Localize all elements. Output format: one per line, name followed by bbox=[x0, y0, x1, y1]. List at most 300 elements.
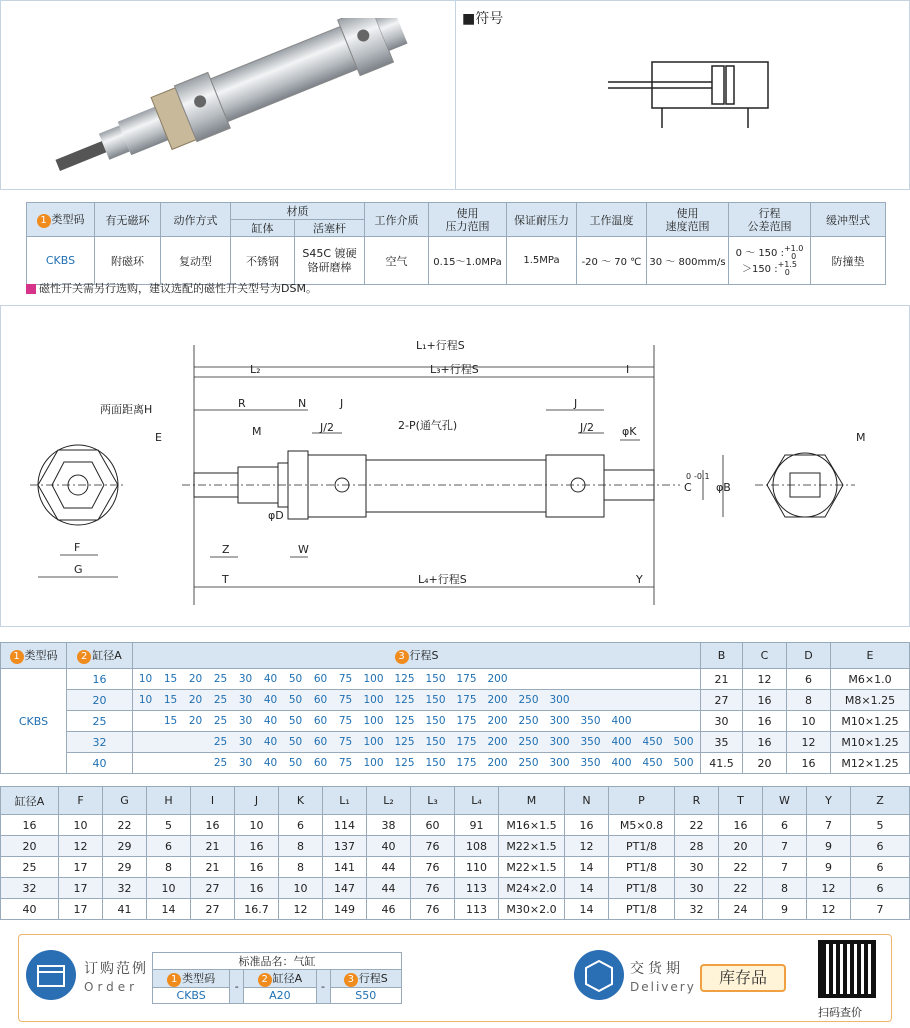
order-h2: 2 缸径A bbox=[244, 970, 316, 988]
t1-stroke-value: 400 bbox=[611, 736, 632, 748]
t2-cell: 6 bbox=[763, 815, 807, 836]
t1-stroke-value: 200 bbox=[487, 757, 508, 769]
spec-h-cushion: 缓冲型式 bbox=[811, 203, 886, 237]
t2-cell: 20 bbox=[1, 836, 59, 857]
t1-stroke-value: 350 bbox=[580, 736, 601, 748]
spec-v-cushion: 防撞垫 bbox=[811, 237, 886, 285]
bore-stroke-table bbox=[0, 642, 910, 774]
t2-cell: 16 bbox=[719, 815, 763, 836]
t2-header: M bbox=[499, 787, 565, 815]
t2-cell: 25 bbox=[1, 857, 59, 878]
order-title: 订购范例 bbox=[84, 961, 148, 977]
t1-stroke-value: 75 bbox=[338, 694, 353, 706]
t1-stroke-value: 125 bbox=[394, 673, 415, 685]
t2-cell: 108 bbox=[455, 836, 499, 857]
spec-v-action: 复动型 bbox=[161, 237, 231, 285]
t1-stroke-value: 60 bbox=[313, 673, 328, 685]
dim-L1S: L₁+行程S bbox=[416, 339, 465, 352]
t1-d: 12 bbox=[787, 732, 831, 753]
t2-cell: 21 bbox=[191, 857, 235, 878]
t1-b: 21 bbox=[701, 669, 743, 690]
t2-cell: 24 bbox=[719, 899, 763, 920]
spec-h-type: 1 类型码 bbox=[27, 203, 95, 237]
t2-header: T bbox=[719, 787, 763, 815]
t1-bore: 25 bbox=[67, 711, 133, 732]
t2-cell: 27 bbox=[191, 899, 235, 920]
spec-v-temp: -20 ～ 70 ℃ bbox=[577, 237, 647, 285]
spec-v-barrel: 不锈钢 bbox=[231, 237, 295, 285]
t2-cell: 32 bbox=[103, 878, 147, 899]
t1-stroke-value: 30 bbox=[238, 757, 253, 769]
t2-cell: 76 bbox=[411, 899, 455, 920]
t2-cell: 29 bbox=[103, 836, 147, 857]
t2-cell: 113 bbox=[455, 899, 499, 920]
t2-cell: 7 bbox=[763, 836, 807, 857]
t2-header: W bbox=[763, 787, 807, 815]
t1-stroke-value: 75 bbox=[338, 715, 353, 727]
t2-cell: 8 bbox=[147, 857, 191, 878]
spec-v-rod: S45C 镀硬 铬研磨棒 bbox=[295, 237, 365, 285]
cylinder-photo bbox=[40, 18, 420, 178]
t1-type: CKBS bbox=[1, 669, 67, 774]
dimension-drawing bbox=[0, 305, 910, 627]
t1-row bbox=[1, 711, 910, 732]
t1-d: 6 bbox=[787, 669, 831, 690]
t2-cell: 149 bbox=[323, 899, 367, 920]
t2-cell: 147 bbox=[323, 878, 367, 899]
spec-v-stroke: 0 ～ 150 :+1.0 0 ＞150 :+1.5 0 bbox=[729, 237, 811, 285]
t1-strokes bbox=[133, 732, 701, 753]
t1-stroke-value: 50 bbox=[288, 715, 303, 727]
t2-cell: 8 bbox=[279, 836, 323, 857]
dim-L3S: L₃+行程S bbox=[430, 363, 479, 376]
t1-stroke-value: 60 bbox=[313, 694, 328, 706]
t2-header: J bbox=[235, 787, 279, 815]
t1-stroke-value: 350 bbox=[580, 715, 601, 727]
t2-cell: 8 bbox=[763, 878, 807, 899]
t1-stroke-value: 20 bbox=[188, 673, 203, 685]
t2-cell: 16.7 bbox=[235, 899, 279, 920]
t2-cell: 113 bbox=[455, 878, 499, 899]
t1-stroke-value: 250 bbox=[518, 736, 539, 748]
t1-stroke-value: 20 bbox=[188, 694, 203, 706]
t1-b: 35 bbox=[701, 732, 743, 753]
t2-header: I bbox=[191, 787, 235, 815]
dim-D: φD bbox=[268, 509, 284, 522]
qr-code[interactable] bbox=[818, 940, 876, 998]
t2-cell: 17 bbox=[59, 878, 103, 899]
t1-stroke-value: 200 bbox=[487, 673, 508, 685]
t2-cell: 6 bbox=[279, 815, 323, 836]
t1-stroke-value: 300 bbox=[549, 736, 570, 748]
delivery-title: 交货期 bbox=[630, 961, 684, 977]
spec-h-pressure: 使用 压力范围 bbox=[429, 203, 507, 237]
dim-B: φB bbox=[716, 481, 731, 494]
t2-cell: 14 bbox=[565, 899, 609, 920]
t2-cell: 16 bbox=[235, 857, 279, 878]
cylinder-symbol-icon bbox=[600, 50, 780, 140]
t2-cell: 12 bbox=[59, 836, 103, 857]
t2-cell: 12 bbox=[807, 878, 851, 899]
t1-stroke-value: 300 bbox=[549, 715, 570, 727]
t2-cell: 8 bbox=[279, 857, 323, 878]
t2-cell: 91 bbox=[455, 815, 499, 836]
t2-cell: 110 bbox=[455, 857, 499, 878]
t2-cell: 29 bbox=[103, 857, 147, 878]
t2-cell: PT1/8 bbox=[609, 899, 675, 920]
t2-cell: 41 bbox=[103, 899, 147, 920]
dim-J: J bbox=[340, 397, 344, 410]
order-v3: S50 bbox=[330, 988, 401, 1004]
t2-cell: 7 bbox=[851, 899, 910, 920]
dim-N: N bbox=[298, 397, 307, 410]
t1-e: M8×1.25 bbox=[831, 690, 910, 711]
t2-cell: 10 bbox=[59, 815, 103, 836]
dim-K: φK bbox=[622, 425, 637, 438]
t1-bore: 40 bbox=[67, 753, 133, 774]
spec-v-type: CKBS bbox=[27, 237, 95, 285]
t1-stroke-value: 125 bbox=[394, 757, 415, 769]
t2-cell: PT1/8 bbox=[609, 857, 675, 878]
t2-cell: 10 bbox=[147, 878, 191, 899]
t1-stroke-value: 200 bbox=[487, 736, 508, 748]
t1-stroke-value: 175 bbox=[456, 694, 477, 706]
t1-stroke-value: 100 bbox=[363, 715, 384, 727]
t1-stroke-value: 400 bbox=[611, 757, 632, 769]
t2-cell: 38 bbox=[367, 815, 411, 836]
t1-h-bore: 2 缸径A bbox=[67, 643, 133, 669]
order-h1: 1 类型码 bbox=[153, 970, 230, 988]
spec-v-proof: 1.5MPa bbox=[507, 237, 577, 285]
t1-stroke-value: 500 bbox=[673, 757, 694, 769]
t2-cell: 22 bbox=[103, 815, 147, 836]
t1-e: M10×1.25 bbox=[831, 732, 910, 753]
t2-header: G bbox=[103, 787, 147, 815]
t1-stroke-value: 25 bbox=[213, 757, 228, 769]
t2-cell: 40 bbox=[1, 899, 59, 920]
order-v1: CKBS bbox=[153, 988, 230, 1004]
t1-c: 16 bbox=[743, 711, 787, 732]
t1-stroke-value: 60 bbox=[313, 736, 328, 748]
t2-header: L₁ bbox=[323, 787, 367, 815]
t1-b: 30 bbox=[701, 711, 743, 732]
spec-v-speed: 30 ～ 800mm/s bbox=[647, 237, 729, 285]
t1-stroke-value: 30 bbox=[238, 715, 253, 727]
t1-row bbox=[1, 690, 910, 711]
t2-cell: M22×1.5 bbox=[499, 857, 565, 878]
t2-cell: 40 bbox=[367, 836, 411, 857]
spec-h-rod: 活塞杆 bbox=[295, 220, 365, 237]
t1-h-D: D bbox=[787, 643, 831, 669]
spec-h-speed: 使用 速度范围 bbox=[647, 203, 729, 237]
t1-stroke-value: 10 bbox=[138, 694, 153, 706]
t2-cell: 10 bbox=[279, 878, 323, 899]
t1-stroke-value: 20 bbox=[188, 715, 203, 727]
t1-stroke-value: 150 bbox=[425, 673, 446, 685]
dim-W: W bbox=[298, 543, 309, 556]
t1-h-E: E bbox=[831, 643, 910, 669]
dim-J2-right: J/2 bbox=[580, 421, 594, 434]
t2-cell: 12 bbox=[565, 836, 609, 857]
dim-M: M bbox=[252, 425, 262, 438]
order-sub: Order bbox=[84, 980, 139, 994]
t1-row bbox=[1, 753, 910, 774]
t2-cell: 30 bbox=[675, 857, 719, 878]
dim-C: C bbox=[684, 481, 692, 494]
spec-table bbox=[26, 202, 886, 285]
t1-stroke-value: 100 bbox=[363, 757, 384, 769]
t2-header: 缸径A bbox=[1, 787, 59, 815]
spec-h-magnet: 有无磁环 bbox=[95, 203, 161, 237]
order-h3: 3 行程S bbox=[330, 970, 401, 988]
t2-cell: 16 bbox=[1, 815, 59, 836]
t2-header: Y bbox=[807, 787, 851, 815]
t1-stroke-value: 400 bbox=[611, 715, 632, 727]
t2-row bbox=[1, 899, 910, 920]
t1-stroke-value: 40 bbox=[263, 757, 278, 769]
t1-h-C: C bbox=[743, 643, 787, 669]
t1-stroke-value: 30 bbox=[238, 736, 253, 748]
t1-stroke-value: 30 bbox=[238, 694, 253, 706]
t2-header: L₂ bbox=[367, 787, 411, 815]
dim-H: 两面距离H bbox=[100, 403, 153, 416]
t1-stroke-value: 100 bbox=[363, 673, 384, 685]
t2-cell: 16 bbox=[235, 878, 279, 899]
spec-h-proof: 保证耐压力 bbox=[507, 203, 577, 237]
stock-badge: 库存品 bbox=[700, 964, 786, 992]
t1-c: 12 bbox=[743, 669, 787, 690]
t2-cell: M24×2.0 bbox=[499, 878, 565, 899]
dim-Y: Y bbox=[636, 573, 643, 586]
spec-h-action: 动作方式 bbox=[161, 203, 231, 237]
spec-v-pressure: 0.15～1.0MPa bbox=[429, 237, 507, 285]
t2-cell: 20 bbox=[719, 836, 763, 857]
t2-cell: 6 bbox=[851, 836, 910, 857]
t1-stroke-value: 25 bbox=[213, 673, 228, 685]
t1-stroke-value: 350 bbox=[580, 757, 601, 769]
dim-J-right: J bbox=[574, 397, 578, 410]
t2-cell: 12 bbox=[279, 899, 323, 920]
spec-h-temp: 工作温度 bbox=[577, 203, 647, 237]
spec-h-stroke: 行程 公差范围 bbox=[729, 203, 811, 237]
delivery-sub: Delivery bbox=[630, 980, 696, 994]
t1-stroke-value: 200 bbox=[487, 694, 508, 706]
t1-stroke-value: 30 bbox=[238, 673, 253, 685]
t1-b: 41.5 bbox=[701, 753, 743, 774]
t2-cell: 17 bbox=[59, 899, 103, 920]
t2-row bbox=[1, 878, 910, 899]
t2-cell: 14 bbox=[147, 899, 191, 920]
t1-stroke-value: 25 bbox=[213, 736, 228, 748]
t2-cell: 32 bbox=[1, 878, 59, 899]
delivery-icon bbox=[572, 948, 626, 1002]
t1-d: 16 bbox=[787, 753, 831, 774]
t1-stroke-value: 300 bbox=[549, 757, 570, 769]
t1-stroke-value: 60 bbox=[313, 715, 328, 727]
t2-cell: 137 bbox=[323, 836, 367, 857]
t1-stroke-value: 15 bbox=[163, 694, 178, 706]
t1-stroke-value: 250 bbox=[518, 694, 539, 706]
t1-stroke-value: 250 bbox=[518, 757, 539, 769]
t2-cell: 7 bbox=[807, 815, 851, 836]
t2-cell: 44 bbox=[367, 878, 411, 899]
dim-M-right: M bbox=[856, 431, 866, 444]
t1-stroke-value: 40 bbox=[263, 715, 278, 727]
dimension-table bbox=[0, 786, 910, 920]
t1-stroke-value: 50 bbox=[288, 694, 303, 706]
t1-stroke-value: 40 bbox=[263, 673, 278, 685]
t2-header: H bbox=[147, 787, 191, 815]
spec-h-barrel: 缸体 bbox=[231, 220, 295, 237]
t2-cell: 76 bbox=[411, 836, 455, 857]
t1-strokes bbox=[133, 711, 701, 732]
t1-h-type: 1 类型码 bbox=[1, 643, 67, 669]
t1-stroke-value: 40 bbox=[263, 694, 278, 706]
t1-e: M6×1.0 bbox=[831, 669, 910, 690]
t2-cell: 21 bbox=[191, 836, 235, 857]
t2-cell: M16×1.5 bbox=[499, 815, 565, 836]
t2-cell: PT1/8 bbox=[609, 836, 675, 857]
dim-F: F bbox=[74, 541, 81, 554]
qr-label: 扫码查价 bbox=[818, 1006, 862, 1019]
t2-cell: 17 bbox=[59, 857, 103, 878]
note-icon bbox=[26, 284, 36, 294]
order-icon bbox=[24, 948, 78, 1002]
order-dash-1: - bbox=[230, 970, 244, 1004]
t1-b: 27 bbox=[701, 690, 743, 711]
spec-h-medium: 工作介质 bbox=[365, 203, 429, 237]
t2-cell: 76 bbox=[411, 857, 455, 878]
order-v2: A20 bbox=[244, 988, 316, 1004]
t1-stroke-value: 500 bbox=[673, 736, 694, 748]
t2-row bbox=[1, 815, 910, 836]
t1-stroke-value: 125 bbox=[394, 694, 415, 706]
t1-stroke-value: 150 bbox=[425, 715, 446, 727]
spec-v-magnet: 附磁环 bbox=[95, 237, 161, 285]
t1-stroke-value: 15 bbox=[163, 673, 178, 685]
t1-d: 10 bbox=[787, 711, 831, 732]
t2-header: N bbox=[565, 787, 609, 815]
t2-cell: 5 bbox=[851, 815, 910, 836]
dim-L2: L₂ bbox=[250, 363, 261, 376]
t2-cell: 44 bbox=[367, 857, 411, 878]
t2-cell: 9 bbox=[763, 899, 807, 920]
t2-cell: PT1/8 bbox=[609, 878, 675, 899]
t1-e: M12×1.25 bbox=[831, 753, 910, 774]
t1-h-B: B bbox=[701, 643, 743, 669]
t1-stroke-value: 150 bbox=[425, 736, 446, 748]
t2-cell: M5×0.8 bbox=[609, 815, 675, 836]
order-dash-2: - bbox=[316, 970, 330, 1004]
t2-cell: 60 bbox=[411, 815, 455, 836]
t2-cell: M30×2.0 bbox=[499, 899, 565, 920]
t1-stroke-value: 175 bbox=[456, 757, 477, 769]
t1-strokes bbox=[133, 753, 701, 774]
dim-G: G bbox=[74, 563, 83, 576]
t2-header: F bbox=[59, 787, 103, 815]
dim-P: 2-P(通气孔) bbox=[398, 419, 458, 432]
spec-v-medium: 空气 bbox=[365, 237, 429, 285]
t2-cell: 16 bbox=[235, 836, 279, 857]
t2-header: R bbox=[675, 787, 719, 815]
divider bbox=[455, 0, 456, 190]
t1-stroke-value: 50 bbox=[288, 757, 303, 769]
spec-note: 磁性开关需另行选购，建议选配的磁性开关型号为DSM。 bbox=[26, 280, 317, 296]
order-table bbox=[152, 952, 402, 1004]
t2-cell: 14 bbox=[565, 878, 609, 899]
t1-stroke-value: 25 bbox=[213, 694, 228, 706]
t1-stroke-value: 300 bbox=[549, 694, 570, 706]
t2-row bbox=[1, 836, 910, 857]
t2-cell: 14 bbox=[565, 857, 609, 878]
t2-cell: 32 bbox=[675, 899, 719, 920]
t1-stroke-value: 75 bbox=[338, 673, 353, 685]
t2-cell: 28 bbox=[675, 836, 719, 857]
t1-stroke-value: 125 bbox=[394, 715, 415, 727]
t1-stroke-value: 50 bbox=[288, 673, 303, 685]
dim-R: R bbox=[238, 397, 246, 410]
dim-T: T bbox=[222, 573, 229, 586]
t2-cell: 30 bbox=[675, 878, 719, 899]
t2-cell: M22×1.5 bbox=[499, 836, 565, 857]
dim-C-upper: 0 bbox=[686, 472, 692, 481]
t2-cell: 6 bbox=[851, 857, 910, 878]
t2-header: L₃ bbox=[411, 787, 455, 815]
t1-stroke-value: 100 bbox=[363, 736, 384, 748]
t1-stroke-value: 25 bbox=[213, 715, 228, 727]
t2-cell: 22 bbox=[719, 857, 763, 878]
t1-d: 8 bbox=[787, 690, 831, 711]
t2-cell: 141 bbox=[323, 857, 367, 878]
spec-h-material: 材质 bbox=[231, 203, 365, 220]
t1-stroke-value: 75 bbox=[338, 757, 353, 769]
dim-L4S: L₄+行程S bbox=[418, 573, 467, 586]
t1-stroke-value: 50 bbox=[288, 736, 303, 748]
t2-header: P bbox=[609, 787, 675, 815]
t2-header: L₄ bbox=[455, 787, 499, 815]
t2-header: K bbox=[279, 787, 323, 815]
t2-cell: 10 bbox=[235, 815, 279, 836]
t1-stroke-value: 150 bbox=[425, 757, 446, 769]
t1-stroke-value: 175 bbox=[456, 715, 477, 727]
t1-row bbox=[1, 669, 910, 690]
t1-stroke-value: 175 bbox=[456, 736, 477, 748]
order-std: 标准品名：气缸 bbox=[153, 953, 402, 970]
t1-c: 16 bbox=[743, 732, 787, 753]
t2-cell: 9 bbox=[807, 857, 851, 878]
t1-stroke-value: 75 bbox=[338, 736, 353, 748]
t1-bore: 20 bbox=[67, 690, 133, 711]
t1-stroke-value: 15 bbox=[163, 715, 178, 727]
t2-header: Z bbox=[851, 787, 910, 815]
t1-c: 16 bbox=[743, 690, 787, 711]
t1-bore: 16 bbox=[67, 669, 133, 690]
t2-cell: 22 bbox=[719, 878, 763, 899]
dim-Z: Z bbox=[222, 543, 230, 556]
t1-c: 20 bbox=[743, 753, 787, 774]
t1-stroke-value: 250 bbox=[518, 715, 539, 727]
t2-cell: 16 bbox=[565, 815, 609, 836]
t2-cell: 5 bbox=[147, 815, 191, 836]
dim-I: I bbox=[626, 363, 630, 376]
dim-J2: J/2 bbox=[320, 421, 334, 434]
t2-cell: 7 bbox=[763, 857, 807, 878]
t2-cell: 76 bbox=[411, 878, 455, 899]
t1-bore: 32 bbox=[67, 732, 133, 753]
t2-row bbox=[1, 857, 910, 878]
t1-stroke-value: 450 bbox=[642, 736, 663, 748]
t2-cell: 9 bbox=[807, 836, 851, 857]
